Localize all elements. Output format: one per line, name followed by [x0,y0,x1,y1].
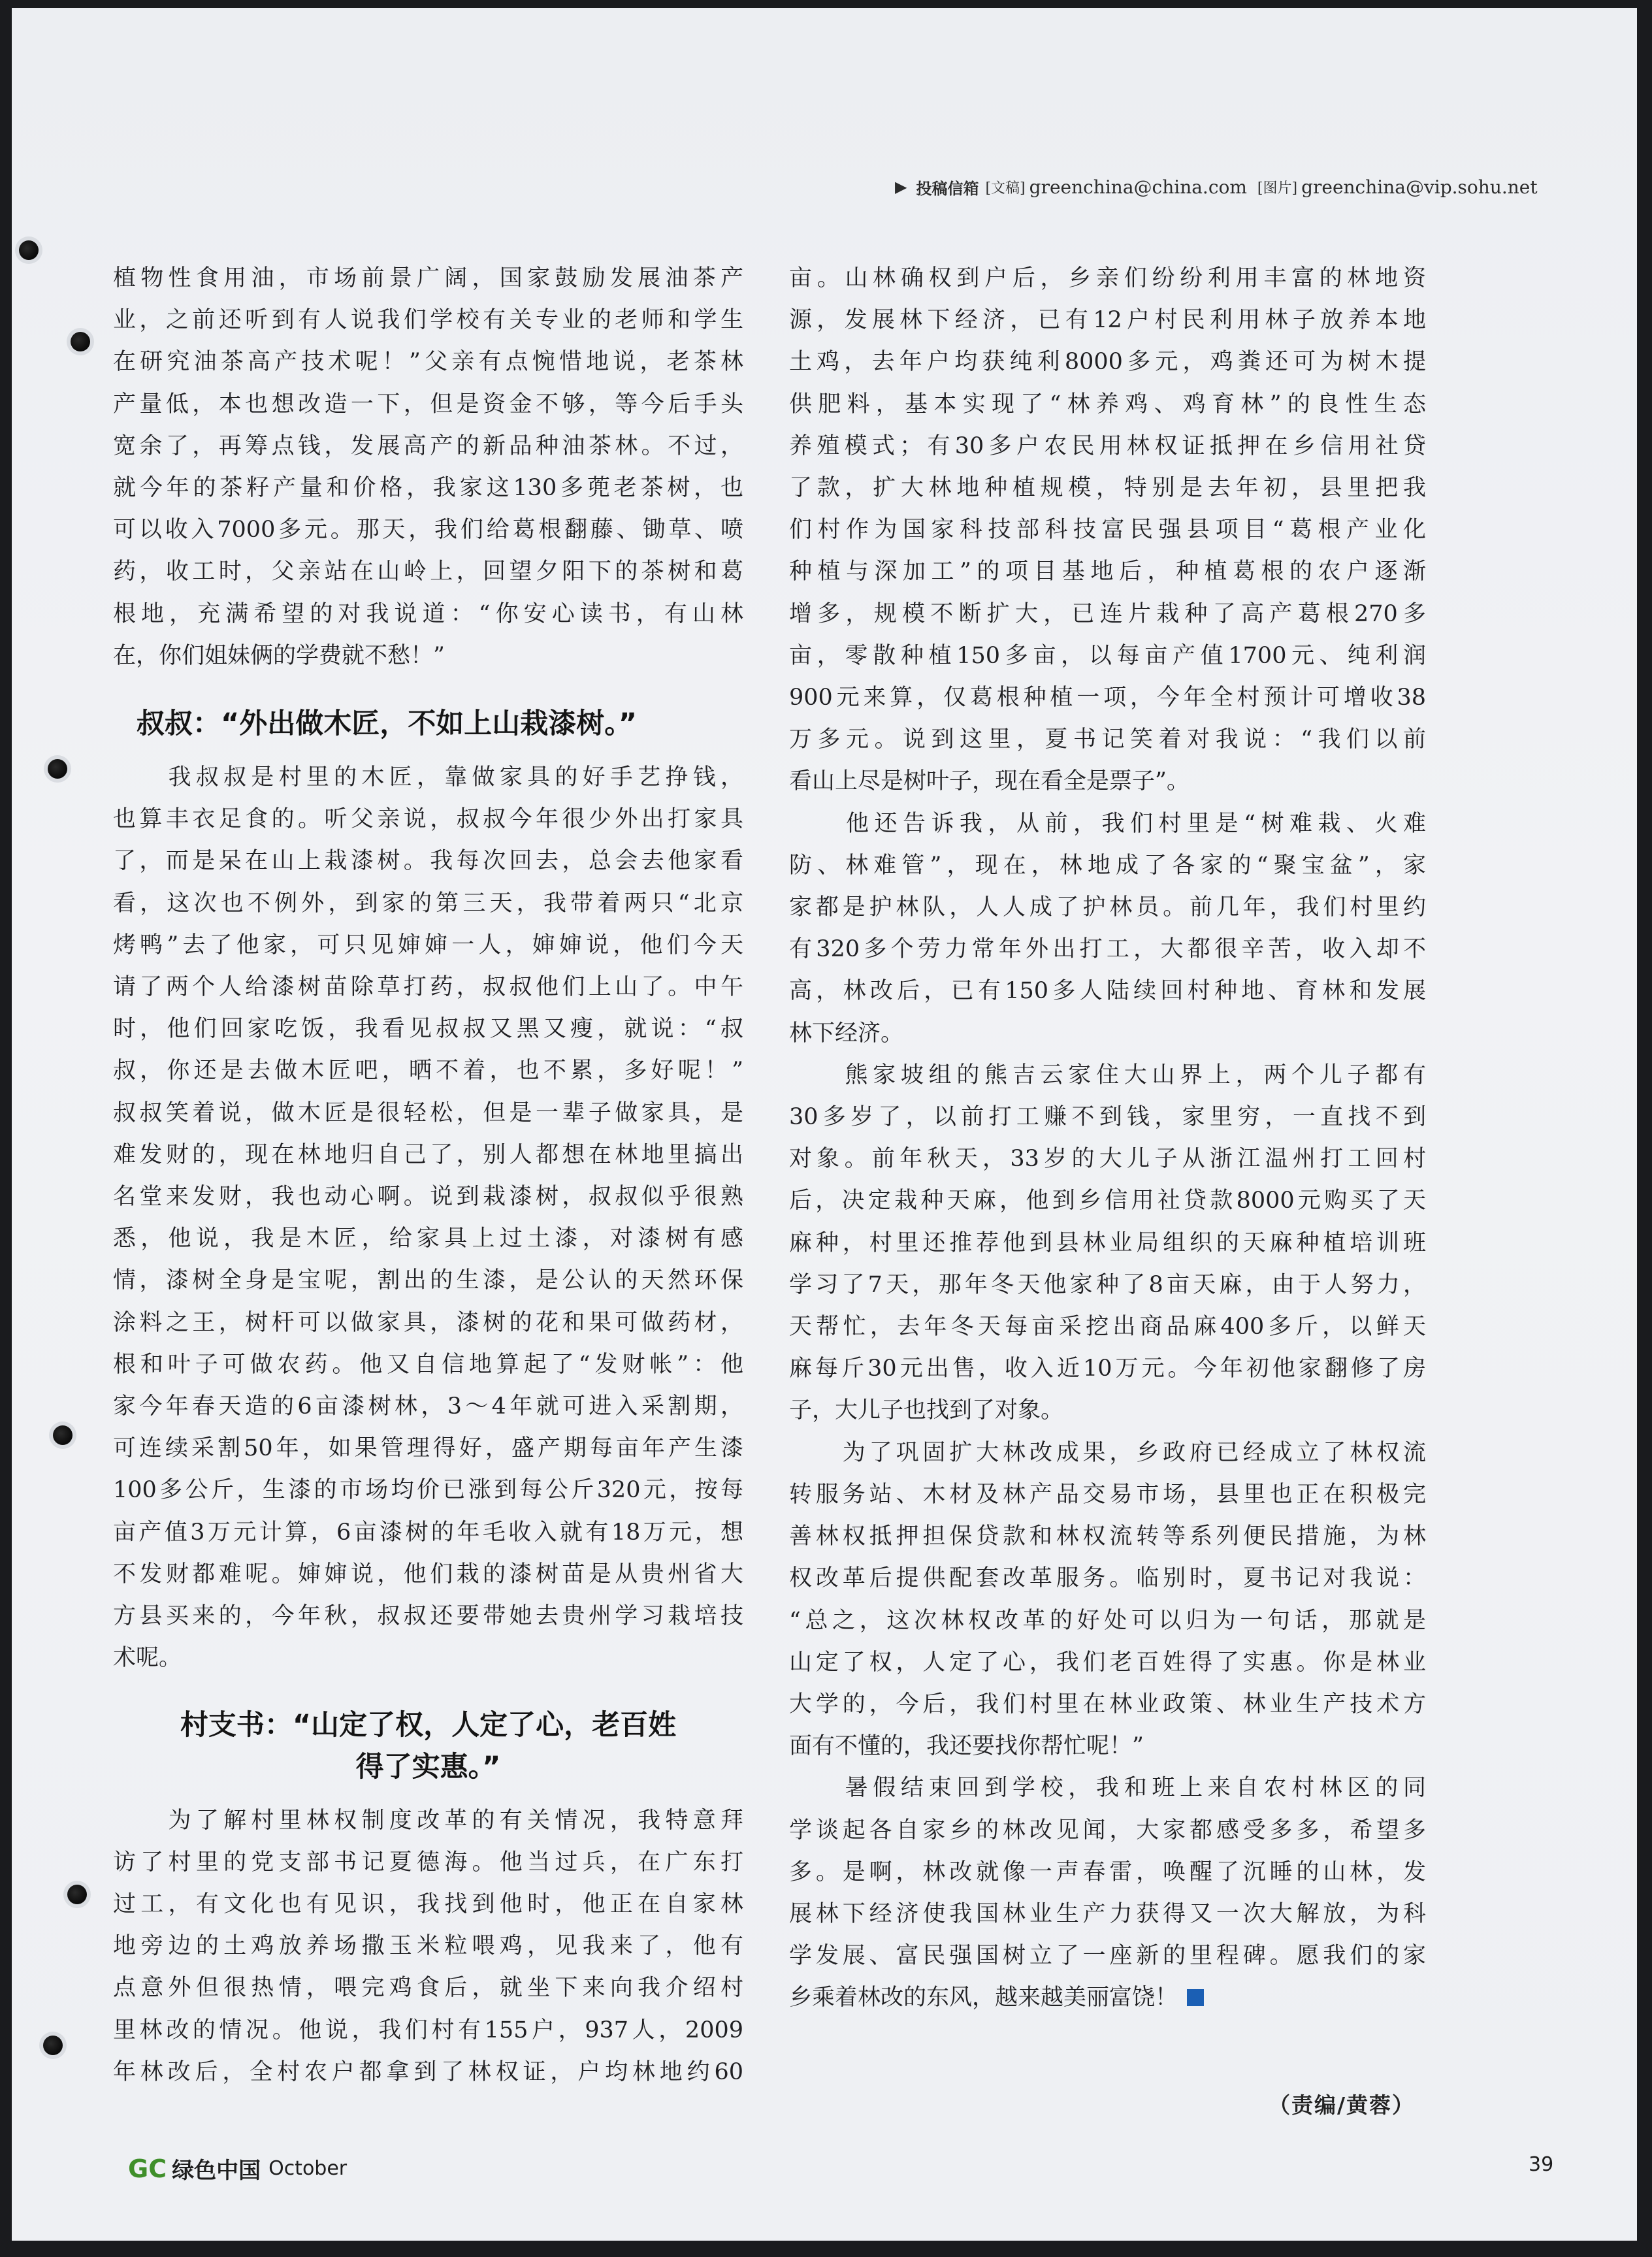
text-line: 宽余了，再筹点钱，发展高产的新品种油茶林。不过， [113,432,743,459]
text-line: 麻每斤30元出售，收入近10万元。今年初他家翻修了房 [789,1356,1426,1382]
text-line: 万多元。说到这里，夏书记笑着对我说：“我们以前 [789,726,1426,753]
text-line: 方县买来的，今年秋，叔叔还要带她去贵州学习栽培技 [113,1603,743,1630]
text-line: 业，之前还听到有人说我们学校有关专业的老师和学生 [113,307,743,334]
text-line: 也算丰衣足食的。听父亲说，叔叔今年很少外出打家具 [113,806,743,833]
text-line: 子，大儿子也找到了对象。 [789,1397,1064,1424]
text-line: 学谈起各自家乡的林改见闻，大家都感受多多，希望多 [789,1817,1426,1843]
text-line: 我叔叔是村里的木匠，靠做家具的好手艺挣钱， [113,764,743,791]
binder-hole [71,332,90,351]
text-line: 涂料之王，树杆可以做家具，漆树的花和果可做药材， [113,1309,743,1336]
text-line: 供肥料，基本实现了“林养鸡、鸡育林”的良性生态 [789,391,1426,417]
text-line: 叔，你还是去做木匠吧，晒不着，也不累，多好呢！” [113,1058,743,1084]
text-email-link[interactable]: greenchina@china.com [1029,176,1247,198]
gc-logo-icon: GC [128,2154,167,2183]
text-line: 善林权抵押担保贷款和林权流转等系列便民措施，为林 [789,1523,1426,1550]
paragraph [789,803,1426,1054]
text-line: 可连续采割50年，如果管理得好，盛产期每亩年产生漆 [113,1435,743,1462]
text-line: 土鸡，去年户均获纯利8000多元，鸡粪还可为树木提 [789,349,1426,376]
text-line: 地旁边的土鸡放养场撒玉米粒喂鸡，见我来了，他有 [113,1933,743,1960]
text-line: 可以收入7000多元。那天，我们给葛根翻藤、锄草、喷 [113,517,743,544]
text-line: 烤鸭”去了他家，可只见婶婶一人，婶婶说，他们今天 [113,932,743,958]
text-line: 麻种，村里还推荐他到县林业局组织的天麻种植培训班 [789,1229,1426,1256]
text-line: 防、林难管”，现在，林地成了各家的“聚宝盆”，家 [789,852,1426,879]
text-line: 亩产值3万元计算，6亩漆树的年毛收入就有18万元，想 [113,1519,743,1546]
text-line: 30多岁了，以前打工赚不到钱，家里穷，一直找不到 [789,1104,1426,1131]
text-line: 名堂来发财，我也动心啊。说到栽漆树，叔叔似乎很熟 [113,1184,743,1210]
text-line: 转服务站、木材及林产品交易市场，县里也正在积极完 [789,1481,1426,1508]
text-tag: [文稿] [985,180,1026,197]
text-line: 在，你们姐妹俩的学费就不愁！” [113,642,445,669]
magazine-page [12,8,1637,2241]
section-heading-secretary [113,1704,743,1788]
text-line: 家今年春天造的6亩漆树林，3～4年就可进入采割期， [113,1393,743,1420]
text-line [789,1977,1426,2019]
binder-hole [43,2036,63,2055]
text-line: 在研究油茶高产技术呢！”父亲有点惋惜地说，老茶林 [113,349,743,376]
text-line: 时，他们回家吃饭，我看见叔叔又黑又瘦，就说：“叔 [113,1016,743,1043]
magazine-name: 绿色中国 [172,2158,261,2184]
text-line: 年林改后，全村农户都拿到了林权证，户均林地约60 [113,2058,743,2085]
text-line: 根地，充满希望的对我说道：“你安心读书，有山林 [113,600,743,627]
text-line: 天帮忙，去年冬天每亩采挖出商品麻400多斤，以鲜天 [789,1314,1426,1340]
text-line: 养殖模式；有30多户农民用林权证抵押在乡信用社贷 [789,432,1426,459]
paragraph [113,1800,743,2093]
text-line: 后，决定栽种天麻，他到乡信用社贷款8000元购买了天 [789,1188,1426,1214]
text-line: 请了两个人给漆树苗除草打药，叔叔他们上山了。中午 [113,974,743,1001]
text-line: 药，收工时，父亲站在山岭上，回望夕阳下的茶树和葛 [113,559,743,585]
text-line: 增多，规模不断扩大，已连片栽种了高产葛根270多 [789,600,1426,627]
text-line: 权改革后提供配套改革服务。临别时，夏书记对我说： [789,1565,1426,1592]
text-line: 100多公斤，生漆的市场均价已涨到每公斤320元，按每 [113,1477,743,1504]
text-line: 访了村里的党支部书记夏德海。他当过兵，在广东打 [113,1849,743,1875]
binder-hole [67,1885,87,1904]
text-line: 源，发展林下经济，已有12户村民利用林子放养本地 [789,307,1426,334]
image-email-link[interactable]: greenchina@vip.sohu.net [1301,176,1538,198]
text-line: 植物性食用油，市场前景广阔，国家鼓励发展油茶产 [113,265,743,291]
text-line: 学习了7天，那年冬天他家种了8亩天麻，由于人努力， [789,1271,1426,1298]
text-line: 看山上尽是树叶子，现在看全是票子”。 [789,768,1190,795]
paragraph [113,257,743,677]
text-line: 学发展、富民强国树立了一座新的里程碑。愿我们的家 [789,1943,1426,1970]
text-line: 亩，零散种植150多亩，以每亩产值1700元、纯利润 [789,642,1426,669]
right-column [789,257,1426,2019]
text-line: 900元来算，仅葛根种植一项，今年全村预计可增收38 [789,685,1426,711]
text-line: 看，这次也不例外，到家的第三天，我带着两只“北京 [113,890,743,917]
text-line: 展林下经济使我国林业生产力获得又一次大解放，为科 [789,1900,1426,1927]
page-number: 39 [1529,2153,1554,2176]
text-line: 种植与深加工”的项目基地后，种植葛根的农户逐渐 [789,559,1426,585]
text-line: 点意外但很热情，喂完鸡食后，就坐下来向我介绍村 [113,1975,743,2002]
text-line: 产量低，本也想改造一下，但是资金不够，等今后手头 [113,391,743,417]
text-line: 亩。山林确权到户后，乡亲们纷纷利用丰富的林地资 [789,265,1426,291]
text-line: 们村作为国家科技部科技富民强县项目“葛根产业化 [789,517,1426,544]
text-line: 高，林改后，已有150多人陆续回村种地、育林和发展 [789,978,1426,1005]
left-column [113,257,743,2093]
text-line: 多。是啊，林改就像一声春雷，唤醒了沉睡的山林，发 [789,1859,1426,1885]
binder-hole [48,759,67,779]
editor-credit: （责编/黄蓉） [1268,2092,1415,2118]
text-line: 大学的，今后，我们村里在林业政策、林业生产技术方 [789,1691,1426,1717]
section-heading-uncle: 叔叔：“外出做木匠，不如上山栽漆树。” [137,707,638,741]
text-line: 有320多个劳力常年外出打工，大都很辛苦，收入却不 [789,936,1426,963]
text-line: 过工，有文化也有见识，我找到他时，他正在自家林 [113,1891,743,1917]
text-line-content: 乡乘着林改的东风，越来越美丽富饶！ [789,1985,1178,2011]
triangle-marker-icon: ▶ [895,178,907,196]
text-line: 悉，他说，我是木匠，给家具上过土漆，对漆树有感 [113,1226,743,1252]
text-line: 家都是护林队，人人成了护林员。前几年，我们村里约 [789,894,1426,921]
paragraph [789,257,1426,803]
image-tag: [图片] [1257,180,1298,197]
text-line: 面有不懂的，我还要找你帮忙呢！” [789,1733,1144,1760]
binder-hole [19,240,39,260]
heading-line: 得了实惠。” [355,1750,501,1783]
text-line: “总之，这次林权改革的好处可以归为一句话，那就是 [789,1607,1426,1634]
paragraph [789,1432,1426,1768]
text-line: 林下经济。 [789,1020,904,1047]
text-line: 山定了权，人定了心，我们老百姓得了实惠。你是林业 [789,1649,1426,1676]
submission-label: 投稿信箱 [916,179,979,198]
heading-line: 村支书：“山定了权，人定了心，老百姓 [180,1708,677,1742]
text-line: 不发财都难呢。婶婶说，他们栽的漆树苗是从贵州省大 [113,1561,743,1587]
text-line: 叔叔笑着说，做木匠是很轻松，但是一辈子做家具，是 [113,1099,743,1126]
paragraph [113,756,743,1679]
text-line: 就今年的茶籽产量和价格，我家这130多蔸老茶树，也 [113,475,743,502]
issue-month: October [268,2157,348,2180]
text-line: 为了巩固扩大林改成果，乡政府已经成立了林权流 [789,1439,1426,1466]
text-line: 熊家坡组的熊吉云家住大山界上，两个儿子都有 [789,1062,1426,1088]
text-line: 术呢。 [113,1645,182,1672]
text-line: 暑假结束回到学校，我和班上来自农村林区的同 [789,1775,1426,1802]
article-end-square-icon [1187,1989,1204,2006]
binder-hole [53,1425,73,1445]
text-line: 了，而是呆在山上栽漆树。我每次回去，总会去他家看 [113,848,743,875]
text-line: 里林改的情况。他说，我们村有155户，937人，2009 [113,2017,743,2043]
paragraph [789,1767,1426,2019]
magazine-footer [128,2152,347,2184]
text-line: 他还告诉我，从前，我们村里是“树难栽、火难 [789,810,1426,837]
text-line: 为了解村里林权制度改革的有关情况，我特意拜 [113,1807,743,1834]
submission-header [895,169,1538,204]
text-line: 情，漆树全身是宝呢，割出的生漆，是公认的天然环保 [113,1267,743,1294]
text-line: 难发财的，现在林地归自己了，别人都想在林地里搞出 [113,1141,743,1168]
text-line: 对象。前年秋天，33岁的大儿子从浙江温州打工回村 [789,1146,1426,1173]
paragraph [789,1054,1426,1432]
text-line: 根和叶子可做农药。他又自信地算起了“发财帐”：他 [113,1351,743,1378]
text-line: 了款，扩大林地种植规模，特别是去年初，县里把我 [789,475,1426,502]
